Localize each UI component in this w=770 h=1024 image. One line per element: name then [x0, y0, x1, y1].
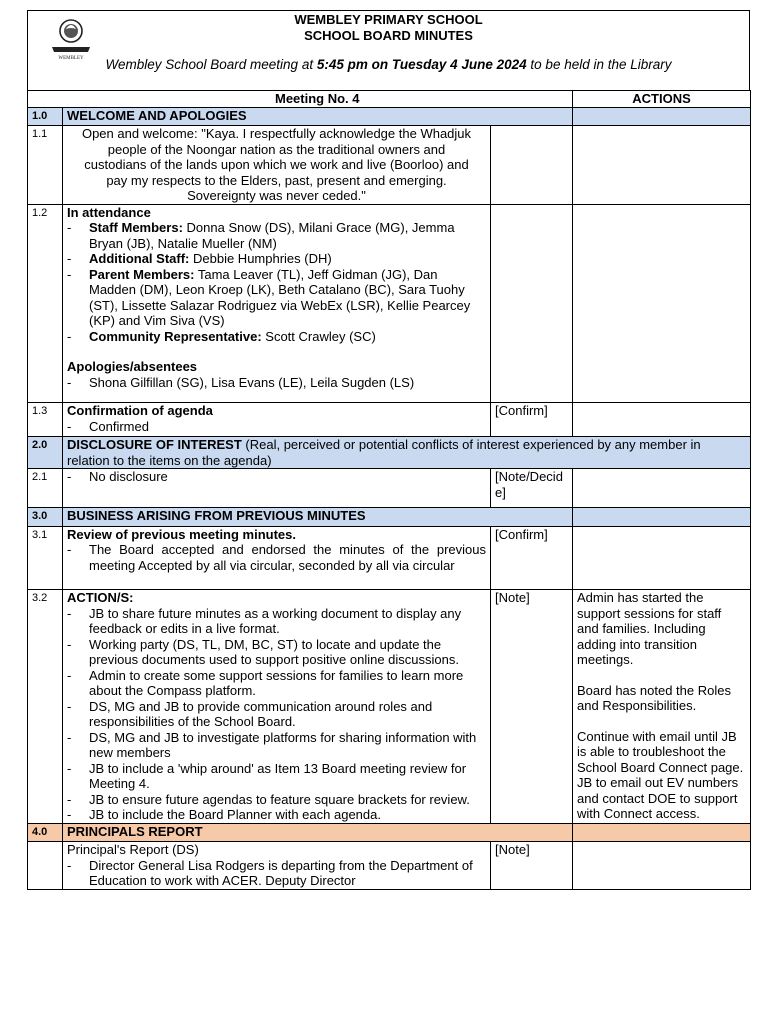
item-number: 1.2 [28, 204, 63, 403]
document-header [27, 10, 750, 90]
action-note: Admin has started the support sessions for staff and families. Including adding into transition meetings. [577, 590, 722, 667]
item-tag: [Note] [491, 842, 573, 890]
item-tag: [Confirm] [491, 526, 573, 590]
action-list [67, 606, 486, 823]
apologies-heading: Apologies/absentees [67, 359, 198, 374]
section-disclosure [28, 437, 751, 469]
acknowledgement-text: Open and welcome: "Kaya. I respectfully acknowledge the Whadjuk people of the Noongar nation as the traditional owners and custodians of the lands upon which we work and live (Boorloo) and pay my respects to the Elders, past, present and emerging. Sovereignty was never ceded." [63, 126, 491, 205]
report-heading: Principal's Report (DS) [67, 842, 199, 857]
section-number: 2.0 [28, 437, 63, 469]
action-item: - JB to ensure future agendas to feature square brackets for review. [67, 792, 486, 808]
action-item: - JB to share future minutes as a working document to display any feedback or edits in a live format. [67, 606, 486, 637]
section-number: 4.0 [28, 823, 63, 842]
action-item: - DS, MG and JB to provide communication around roles and responsibilities of the School Board. [67, 699, 486, 730]
item-number: 3.1 [28, 526, 63, 590]
agenda-status: - Confirmed [67, 419, 486, 435]
actions-heading: ACTION/S: [67, 590, 134, 605]
document-title: SCHOOL BOARD MINUTES [304, 28, 473, 43]
actions-column-header: ACTIONS [573, 91, 751, 108]
action-item: - Working party (DS, TL, DM, BC, ST) to locate and update the previous documents used to support positive online discussions. [67, 637, 486, 668]
action-item: - DS, MG and JB to investigate platforms for sharing information with new members [67, 730, 486, 761]
review-text: - The Board accepted and endorsed the minutes of the previous meeting Accepted by all via circular, seconded by all via circular [67, 542, 486, 573]
disclosure-text: - No disclosure [67, 469, 486, 485]
minutes-page [27, 10, 750, 890]
item-principals-report [28, 842, 751, 890]
section-business-arising [28, 508, 751, 527]
minutes-table [27, 90, 751, 890]
action-note: Continue with email until JB is able to troubleshoot the School Board Connect page. JB to email out EV numbers and contact DOE to support with Connect access. [577, 728, 744, 821]
action-notes [573, 590, 751, 824]
attendance-additional-staff: - Additional Staff: Debbie Humphries (DH) [67, 251, 486, 267]
item-confirm-agenda [28, 403, 751, 437]
section-welcome [28, 107, 751, 126]
review-heading: Review of previous meeting minutes. [67, 526, 296, 542]
section-number: 3.0 [28, 508, 63, 527]
section-title: PRINCIPALS REPORT [63, 823, 573, 842]
item-actions [28, 590, 751, 824]
apologies-list: - Shona Gilfillan (SG), Lisa Evans (LE), Leila Sugden (LS) [67, 375, 486, 391]
school-name: WEMBLEY PRIMARY SCHOOL [294, 12, 483, 27]
section-number: 1.0 [28, 107, 63, 126]
report-text: - Director General Lisa Rodgers is departing from the Department of Education to work with ACER. Deputy Director [67, 858, 486, 889]
svg-text:WEMBLEY: WEMBLEY [58, 56, 84, 61]
section-title: WELCOME AND APOLOGIES [63, 107, 573, 126]
item-no-disclosure [28, 469, 751, 508]
section-title: DISCLOSURE OF INTEREST (Real, perceived or potential conflicts of interest experienced by any member in relation to the items on the agenda) [63, 437, 751, 469]
agenda-heading: Confirmation of agenda [67, 403, 213, 418]
item-number: 1.3 [28, 403, 63, 437]
action-note: Board has noted the Roles and Responsibilities. [577, 682, 731, 713]
item-tag: [Confirm] [491, 403, 573, 437]
action-item: - Admin to create some support sessions for families to learn more about the Compass platform. [67, 668, 486, 699]
item-number: 1.1 [28, 126, 63, 205]
column-header-row [28, 91, 751, 108]
item-number: 2.1 [28, 469, 63, 508]
section-title: BUSINESS ARISING FROM PREVIOUS MINUTES [63, 508, 573, 527]
section-principals-report [28, 823, 751, 842]
item-open-welcome [28, 126, 751, 205]
attendance-staff: - Staff Members: Donna Snow (DS), Milani Grace (MG), Jemma Bryan (JB), Natalie Mueller (NM) [67, 220, 486, 251]
item-tag: [Note] [491, 590, 573, 824]
item-tag: [Note/Decide] [491, 469, 573, 508]
attendance-community: - Community Representative: Scott Crawley (SC) [67, 329, 486, 345]
item-attendance [28, 204, 751, 403]
action-item: - JB to include the Board Planner with each agenda. [67, 807, 486, 823]
meeting-number: Meeting No. 4 [63, 91, 573, 108]
action-item: - JB to include a 'whip around' as Item 13 Board meeting review for Meeting 4. [67, 761, 486, 792]
attendance-parents: - Parent Members: Tama Leaver (TL), Jeff Gidman (JG), Dan Madden (DM), Leon Kroep (LK), Beth Catalano (BC), Sara Tuohy (ST), Lissette Salazar Rodriguez via WebEx (LSR), Kellie Pearcey (KP) and Vim Siva (VS) [67, 267, 486, 329]
attendance-heading: In attendance [67, 204, 151, 220]
item-review-minutes [28, 526, 751, 590]
attendance-list [67, 220, 486, 344]
meeting-details: Wembley School Board meeting at 5:45 pm on Tuesday 4 June 2024 to be held in the Library [105, 57, 672, 72]
item-number: 3.2 [28, 590, 63, 824]
